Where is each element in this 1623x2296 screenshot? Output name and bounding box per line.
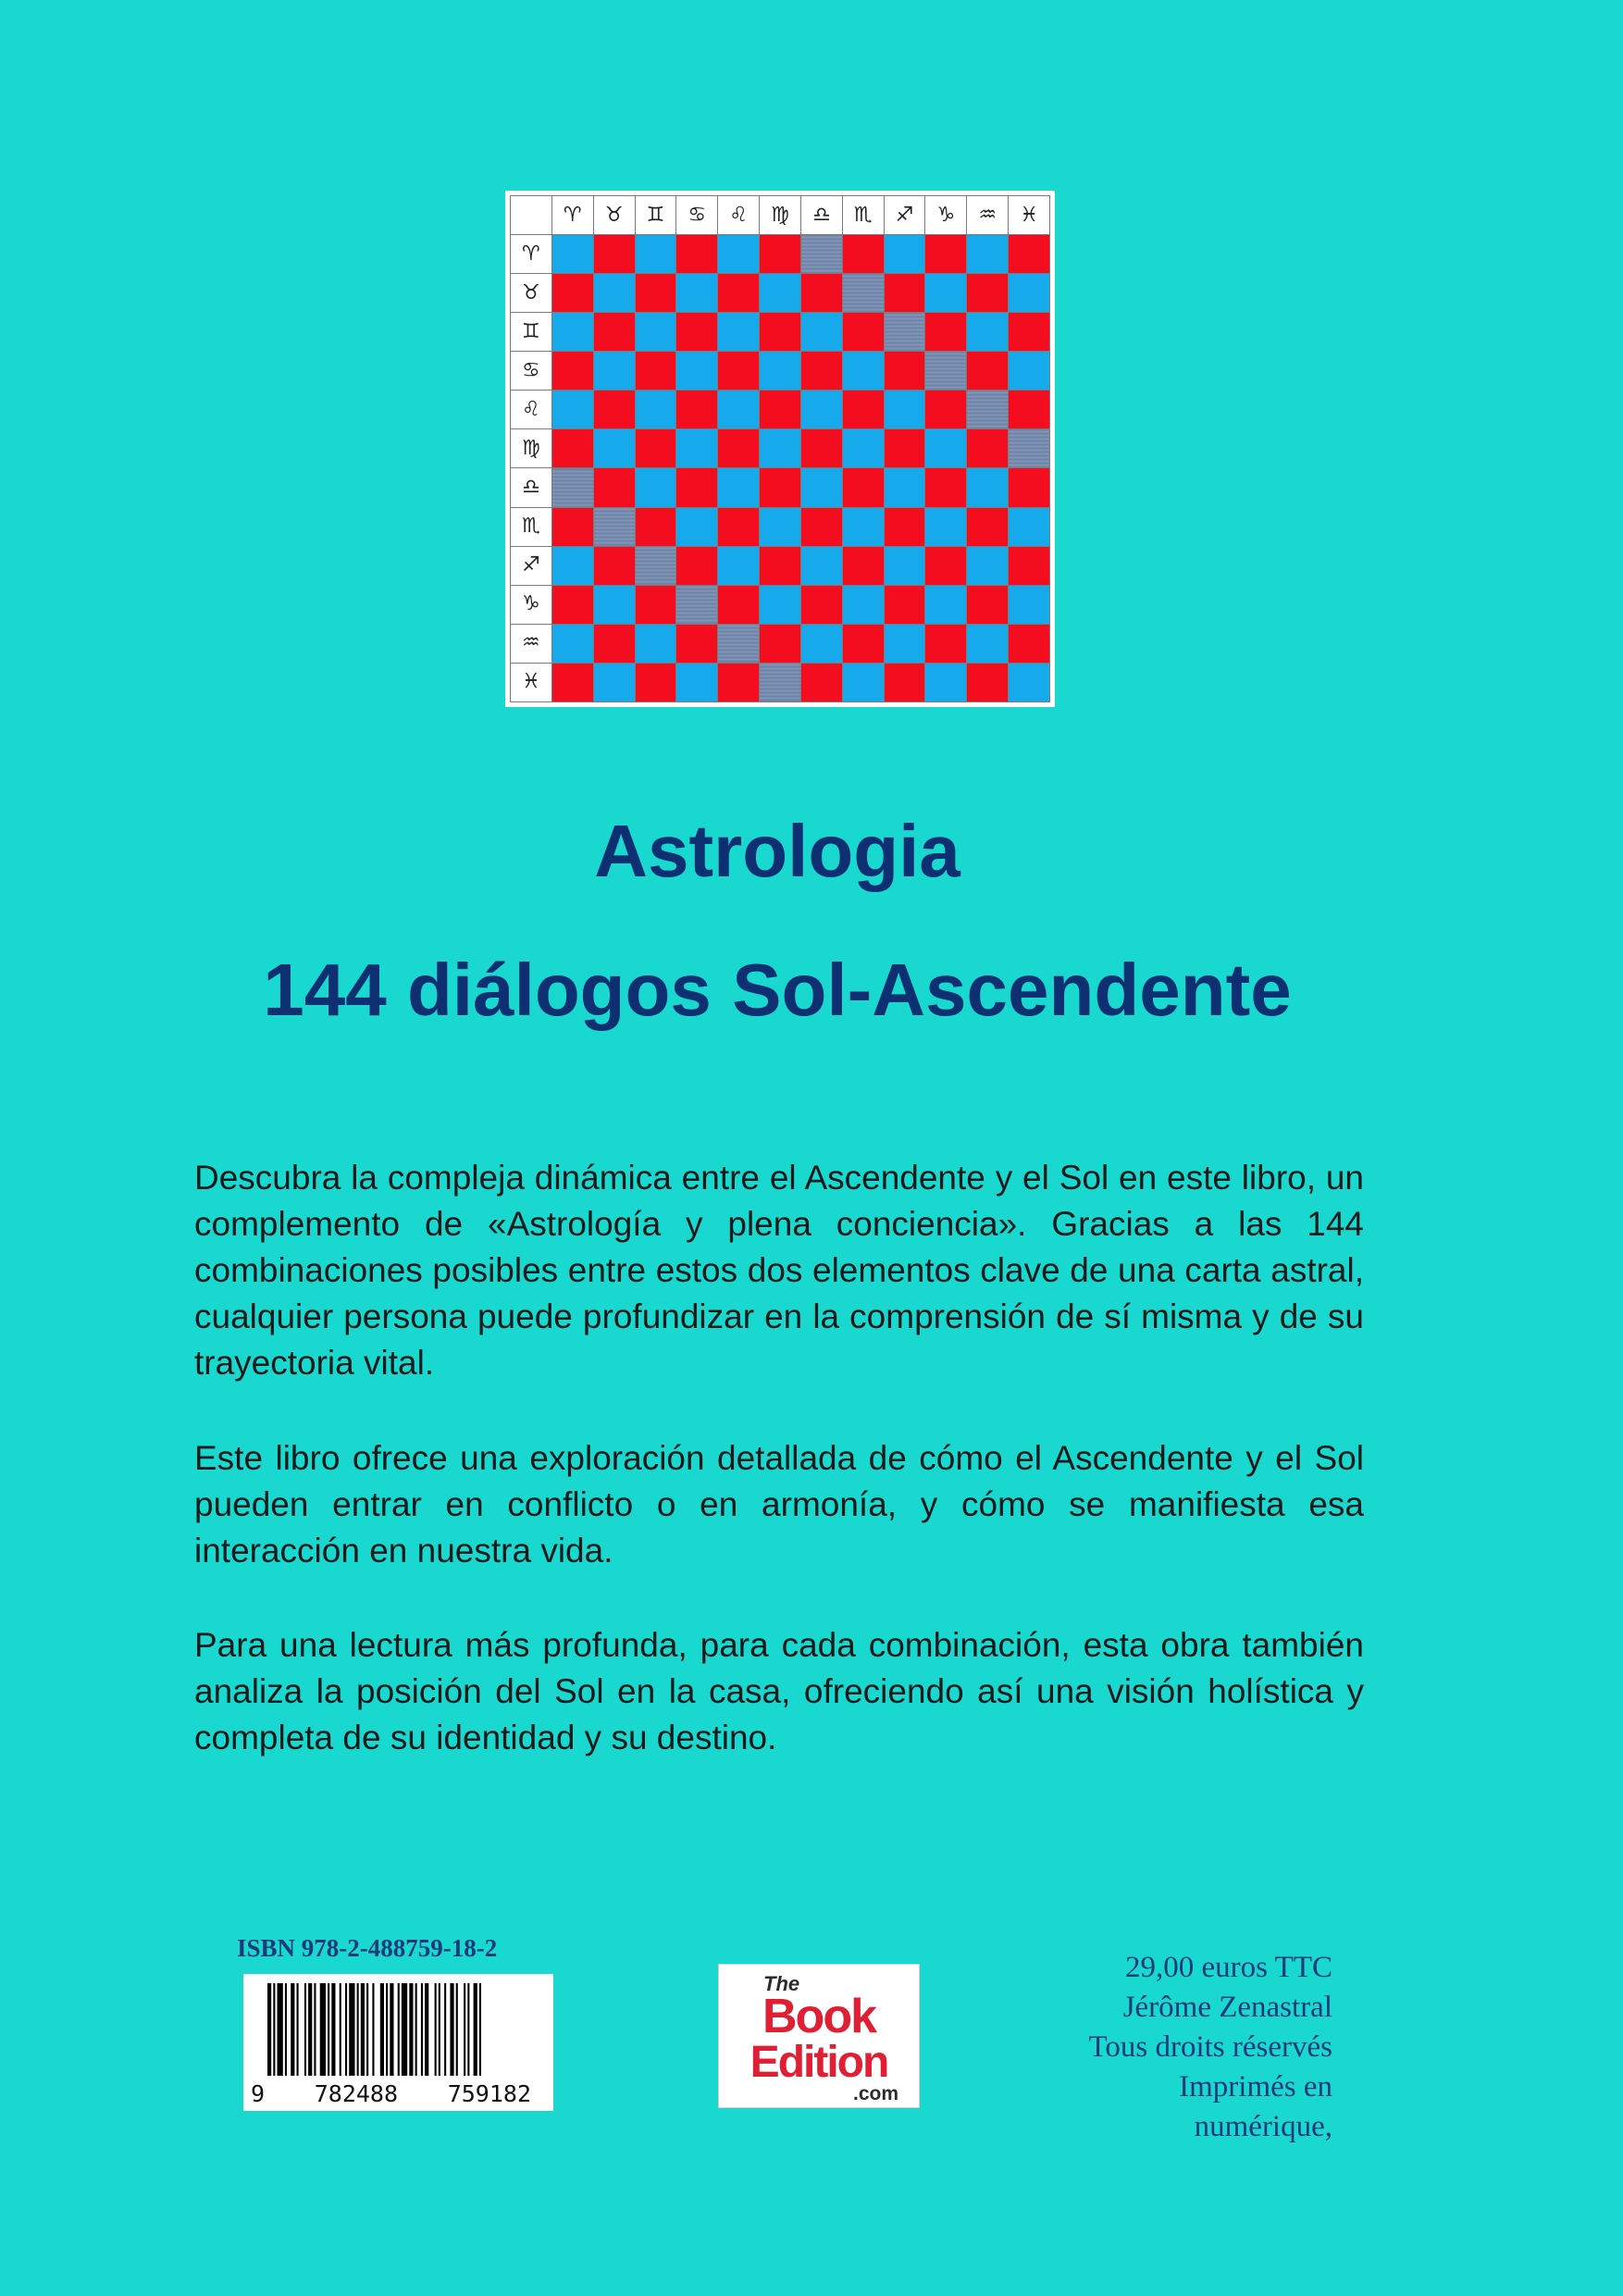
grid-cell [718,663,760,701]
grid-row-sign: ♐ [511,546,552,585]
grid-cell [635,313,676,352]
grid-cell [884,507,925,546]
grid-cell [718,235,760,274]
grid-cell [967,391,1009,429]
grid-cell [842,507,884,546]
zodiac-compatibility-grid [505,191,1055,707]
barcode-bar [402,1983,407,2076]
grid-cell [967,235,1009,274]
grid-cell [1009,429,1050,468]
grid-cell [760,352,801,391]
grid-cell [884,624,925,663]
grid-cell [676,235,718,274]
barcode-bar [349,1983,354,2076]
grid-row [511,429,1050,468]
barcode-bar [479,1983,481,2076]
barcode-bar [439,1983,440,2076]
barcode-bar [273,1983,275,2076]
barcode-bar [331,1983,335,2076]
grid-column-sign: ♋ [676,196,718,235]
barcode-bar [386,1983,388,2076]
grid-cell [884,663,925,701]
grid-column-sign: ♑ [925,196,967,235]
grid-cell [676,585,718,624]
grid-cell [551,663,593,701]
grid-cell [842,313,884,352]
barcode-bar [421,1983,423,2076]
grid-cell [1009,507,1050,546]
description-paragraph-2: Este libro ofrece una exploración detallada de cómo el Ascendente y el Sol pueden entrar en conflicto o en armonía, y cómo se manifiesta esa interacción en nuestra vida. [194,1439,1364,1570]
grid-cell [593,352,635,391]
barcode-bar [297,1983,299,2076]
barcode-bar [409,1983,413,2076]
grid-cell [635,352,676,391]
barcode-bar [380,1983,384,2076]
grid-cell [842,235,884,274]
grid-cell [635,235,676,274]
logo-com: .com [852,2083,898,2104]
grid-cell [676,468,718,507]
grid-row [511,624,1050,663]
barcode-bar [474,1983,477,2076]
grid-cell [967,274,1009,313]
grid-cell [925,313,967,352]
grid-cell [925,507,967,546]
publisher-logo [718,1964,920,2108]
barcode-bar [415,1983,417,2076]
grid-cell [718,391,760,429]
grid-row-sign: ♈ [511,235,552,274]
barcode-digit-first: 9 [251,2080,266,2107]
grid-cell [1009,585,1050,624]
grid-cell [800,507,842,546]
grid-cell [593,235,635,274]
barcode-bar [366,1983,368,2076]
grid-cell [593,624,635,663]
grid-column-sign: ♒ [967,196,1009,235]
grid-cell [551,507,593,546]
grid-cell [676,352,718,391]
grid-cell [800,429,842,468]
book-subtitle: 144 diálogos Sol-Ascendente [263,949,1292,1031]
barcode-bar [267,1983,271,2076]
grid-row-sign: ♋ [511,352,552,391]
grid-cell [593,468,635,507]
grid-cell [718,585,760,624]
grid-header-row [511,196,1050,235]
grid-row [511,313,1050,352]
barcode-bar [314,1983,316,2076]
grid-cell [760,429,801,468]
grid-cell [800,585,842,624]
grid-row [511,546,1050,585]
grid-cell [925,624,967,663]
grid-cell [593,585,635,624]
barcode-bar [328,1983,329,2076]
grid-cell [551,546,593,585]
grid-cell [842,391,884,429]
grid-cell [635,624,676,663]
grid-cell [551,391,593,429]
book-title: Astrologia [594,810,960,892]
grid-cell [1009,624,1050,663]
grid-cell [676,663,718,701]
grid-cell [760,468,801,507]
barcode-bar [291,1983,294,2076]
grid-cell [760,235,801,274]
barcode-bar [361,1983,365,2076]
grid-cell [551,274,593,313]
grid-cell [718,507,760,546]
grid-cell [967,352,1009,391]
grid-cell [800,235,842,274]
grid-row [511,352,1050,391]
grid-cell [925,429,967,468]
grid-cell [676,391,718,429]
grid-row [511,585,1050,624]
barcode-bar [467,1983,469,2076]
barcode-bar [345,1983,347,2076]
grid-cell [593,313,635,352]
grid-cell [718,274,760,313]
grid-row [511,235,1050,274]
grid-cell [676,429,718,468]
isbn-barcode [243,1974,553,2111]
grid-cell [635,507,676,546]
rights-notice: Tous droits réservés [1088,2030,1332,2064]
logo-book: Book [762,1990,875,2043]
barcode-bar [456,1983,458,2076]
grid-cell [967,546,1009,585]
grid-cell [760,546,801,585]
grid-column-sign: ♊ [635,196,676,235]
grid-cell [884,468,925,507]
grid-cell [676,313,718,352]
grid-cell [884,313,925,352]
grid-cell [842,624,884,663]
grid-cell [925,352,967,391]
grid-cell [925,663,967,701]
barcode-bar [390,1983,393,2076]
printed-note-2: numérique, [1194,2110,1332,2143]
grid-column-sign: ♉ [593,196,635,235]
grid-row-sign: ♍ [511,429,552,468]
barcode-bar [435,1983,437,2076]
barcode-bar [444,1983,446,2076]
grid-row [511,274,1050,313]
grid-column-sign: ♓ [1009,196,1050,235]
grid-cell [676,507,718,546]
grid-cell [842,274,884,313]
grid-cell [718,429,760,468]
grid-cell [800,546,842,585]
grid-cell [593,546,635,585]
grid-cell [635,585,676,624]
grid-cell [676,274,718,313]
grid-cell [967,663,1009,701]
barcode-bar [340,1983,341,2076]
barcode-bar [304,1983,306,2076]
grid-cell [718,624,760,663]
grid-cell [635,663,676,701]
grid-cell [884,429,925,468]
grid-cell [925,468,967,507]
grid-cell [551,429,593,468]
grid-cell [884,235,925,274]
grid-cell [718,546,760,585]
logo-the: The [763,1972,800,1995]
imprint-block [1089,1948,1332,2147]
grid-cell [551,585,593,624]
barcode-bar [398,1983,400,2076]
grid-column-sign: ♍ [760,196,801,235]
grid-cell [800,274,842,313]
grid-cell [925,546,967,585]
grid-cell [1009,468,1050,507]
barcode-bar [320,1983,326,2076]
grid-column-sign: ♈ [551,196,593,235]
barcode-bar [357,1983,359,2076]
grid-cell [842,585,884,624]
printed-note-1: Imprimés en [1179,2070,1332,2104]
barcode-bar [425,1983,428,2076]
grid-cell [842,663,884,701]
grid-cell [760,274,801,313]
grid-cell [967,624,1009,663]
grid-row [511,468,1050,507]
grid-cell [967,507,1009,546]
grid-cell [1009,235,1050,274]
grid-cell [884,274,925,313]
barcode-bar [278,1983,283,2076]
grid-row-sign: ♏ [511,507,552,546]
grid-cell [884,585,925,624]
grid-column-sign: ♐ [884,196,925,235]
grid-cell [593,429,635,468]
zodiac-grid-table [510,195,1050,702]
grid-cell [760,585,801,624]
grid-row-sign: ♑ [511,585,552,624]
grid-column-sign: ♎ [800,196,842,235]
barcode-bar [372,1983,374,2076]
grid-cell [925,391,967,429]
grid-cell [800,624,842,663]
grid-cell [967,468,1009,507]
grid-cell [1009,663,1050,701]
grid-cell [718,352,760,391]
grid-cell [676,546,718,585]
grid-cell [842,352,884,391]
grid-cell [1009,352,1050,391]
description-paragraph-1: Descubra la compleja dinámica entre el Ascendente y el Sol en este libro, un complemento de «Astrología y plena conciencia». Gracias a las 144 combinaciones posibles entre estos dos elementos clave de una carta astral, cualquier persona puede profundizar en la comprensión de sí misma y de su trayectoria vital. [194,1159,1364,1382]
grid-cell [925,274,967,313]
grid-cell [884,546,925,585]
grid-row [511,663,1050,701]
grid-cell [842,429,884,468]
grid-row-sign: ♌ [511,391,552,429]
grid-row-sign: ♊ [511,313,552,352]
grid-cell [842,468,884,507]
barcode-bar [285,1983,287,2076]
grid-cell [760,391,801,429]
grid-cell [593,391,635,429]
grid-row-sign: ♒ [511,624,552,663]
grid-cell [800,352,842,391]
grid-cell [925,235,967,274]
barcode-digits [243,2080,553,2107]
grid-cell [1009,391,1050,429]
grid-cell [760,507,801,546]
logo-edition: Edition [750,2038,888,2087]
grid-row [511,507,1050,546]
grid-cell [884,352,925,391]
grid-cell [593,274,635,313]
grid-cell [800,313,842,352]
barcode-bar [308,1983,312,2076]
grid-cell [593,663,635,701]
grid-row-sign: ♎ [511,468,552,507]
barcode-digits-left: 782488 [314,2080,399,2107]
grid-cell [760,624,801,663]
grid-corner [511,196,552,235]
grid-cell [635,546,676,585]
grid-cell [760,313,801,352]
author: Jérôme Zenastral [1122,1991,1332,2024]
grid-cell [800,468,842,507]
grid-cell [635,274,676,313]
grid-cell [800,391,842,429]
grid-column-sign: ♌ [718,196,760,235]
grid-cell [1009,546,1050,585]
barcode-bar [450,1983,453,2076]
barcode-bar [464,1983,465,2076]
description-paragraph-3: Para una lectura más profunda, para cada combinación, esta obra también analiza la posición del Sol en la casa, ofreciendo así una visión holística y completa de su identidad y su destino. [194,1626,1364,1756]
grid-cell [718,468,760,507]
grid-column-sign: ♏ [842,196,884,235]
grid-cell [842,546,884,585]
grid-cell [967,585,1009,624]
grid-cell [635,429,676,468]
grid-cell [760,663,801,701]
grid-row [511,391,1050,429]
grid-cell [718,313,760,352]
grid-cell [676,624,718,663]
grid-cell [967,429,1009,468]
grid-row-sign: ♓ [511,663,552,701]
grid-cell [635,391,676,429]
grid-cell [593,507,635,546]
grid-cell [551,352,593,391]
barcode-digits-right: 759182 [447,2080,531,2107]
grid-cell [551,235,593,274]
grid-cell [925,585,967,624]
grid-cell [1009,313,1050,352]
grid-cell [551,468,593,507]
isbn-label: ISBN 978-2-488759-18-2 [237,1934,498,1962]
grid-cell [967,313,1009,352]
grid-cell [800,663,842,701]
grid-cell [551,624,593,663]
grid-cell [884,391,925,429]
grid-cell [551,313,593,352]
grid-row-sign: ♉ [511,274,552,313]
grid-cell [635,468,676,507]
grid-cell [1009,274,1050,313]
price: 29,00 euros TTC [1125,1951,1332,1984]
